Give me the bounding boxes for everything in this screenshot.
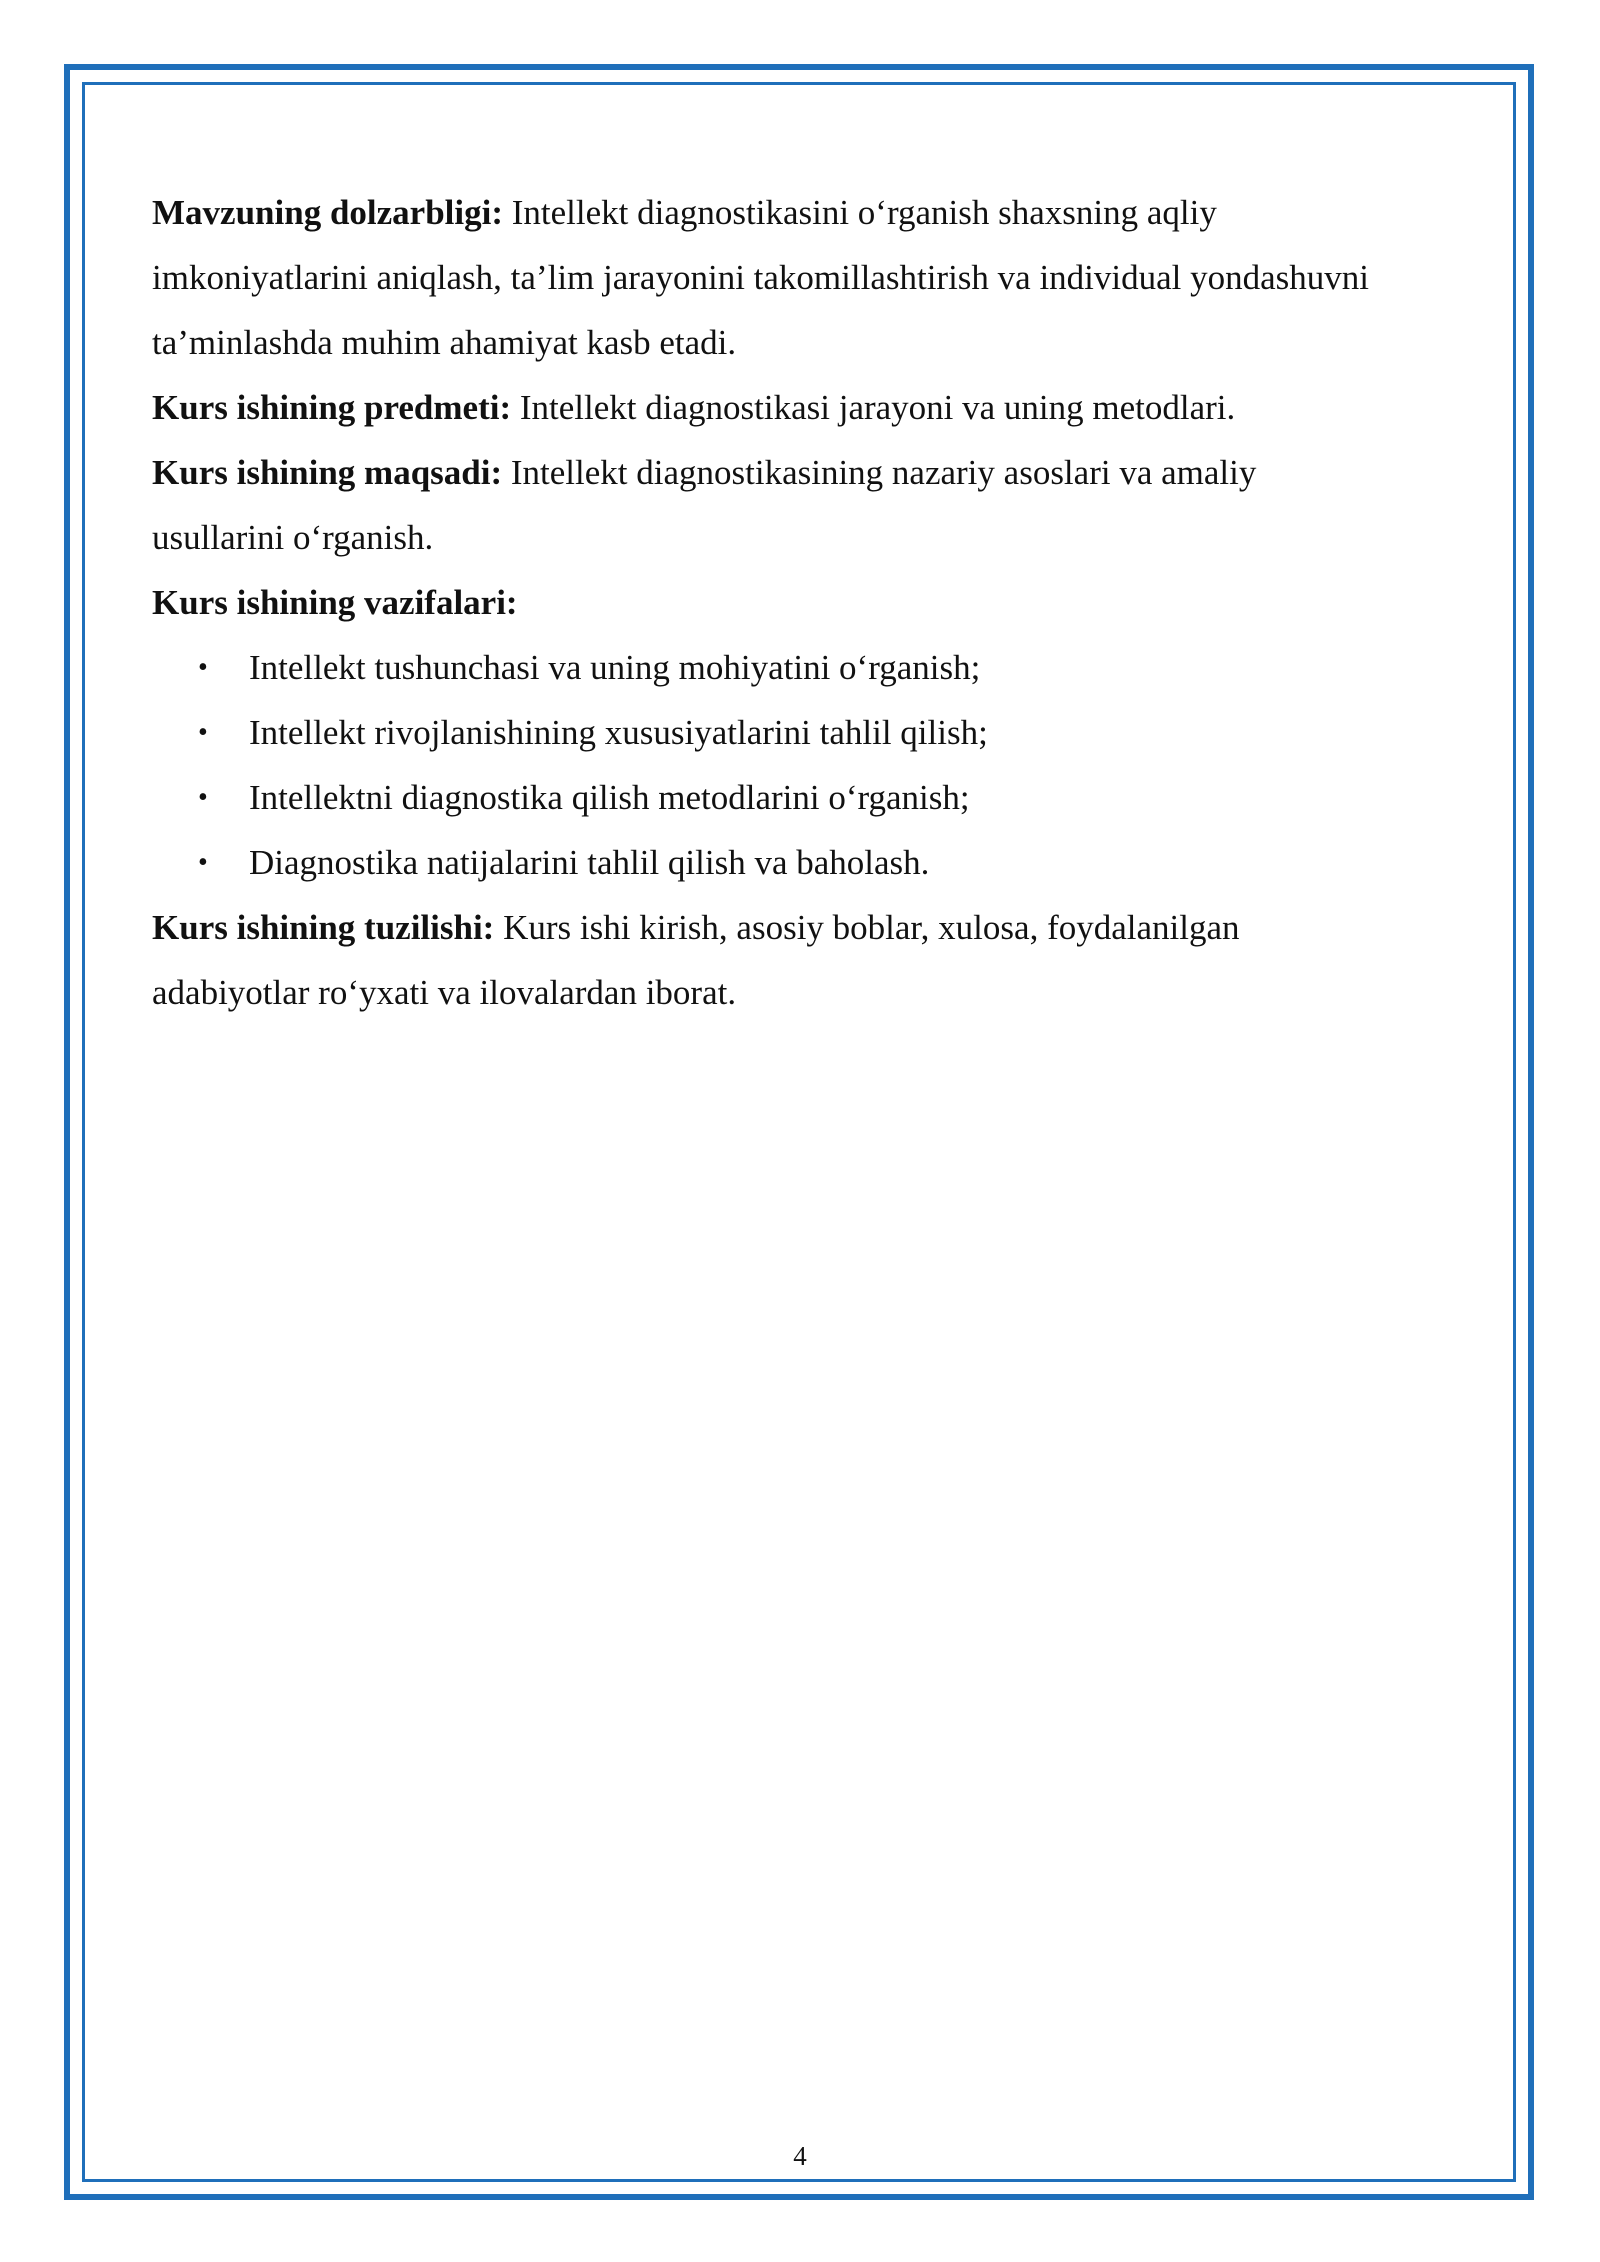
subject-paragraph: [152, 375, 1372, 440]
subject-text: Intellekt diagnostikasi jarayoni va uning metodlari.: [511, 388, 1236, 427]
goal-label: Kurs ishining maqsadi:: [152, 453, 503, 492]
bullet-icon: •: [198, 847, 208, 878]
tasks-heading: [152, 570, 1372, 635]
task-text: Intellektni diagnostika qilish metodlarini o‘rganish;: [249, 778, 970, 817]
list-item: [152, 635, 1372, 700]
goal-paragraph: [152, 440, 1372, 570]
bullet-icon: •: [198, 782, 208, 813]
structure-text: Kurs ishi kirish, asosiy boblar, xulosa, foydalanilgan adabiyotlar ro‘yxati va ilovalardan iborat.: [152, 908, 1240, 1012]
tasks-list: [152, 635, 1372, 895]
list-item: [152, 700, 1372, 765]
task-text: Intellekt tushunchasi va uning mohiyatini o‘rganish;: [249, 648, 981, 687]
tasks-label: Kurs ishining vazifalari:: [152, 583, 518, 622]
bullet-icon: •: [198, 717, 208, 748]
list-item: [152, 765, 1372, 830]
document-body: [152, 180, 1372, 1025]
list-item: [152, 830, 1372, 895]
relevance-text: Intellekt diagnostikasini o‘rganish shaxsning aqliy imkoniyatlarini aniqlash, ta’lim jarayonini takomillashtirish va individual yondashuvni ta’minlashda muhim ahamiyat kasb etadi.: [152, 193, 1370, 362]
structure-paragraph: [152, 895, 1372, 1025]
relevance-paragraph: [152, 180, 1372, 375]
task-text: Intellekt rivojlanishining xususiyatlarini tahlil qilish;: [249, 713, 988, 752]
structure-label: Kurs ishining tuzilishi:: [152, 908, 495, 947]
page-number: 4: [793, 2141, 807, 2171]
subject-label: Kurs ishining predmeti:: [152, 388, 512, 427]
relevance-label: Mavzuning dolzarbligi:: [152, 193, 503, 232]
task-text: Diagnostika natijalarini tahlil qilish va baholash.: [249, 843, 930, 882]
goal-text: Intellekt diagnostikasining nazariy asoslari va amaliy usullarini o‘rganish.: [152, 453, 1257, 557]
bullet-icon: •: [198, 652, 208, 683]
